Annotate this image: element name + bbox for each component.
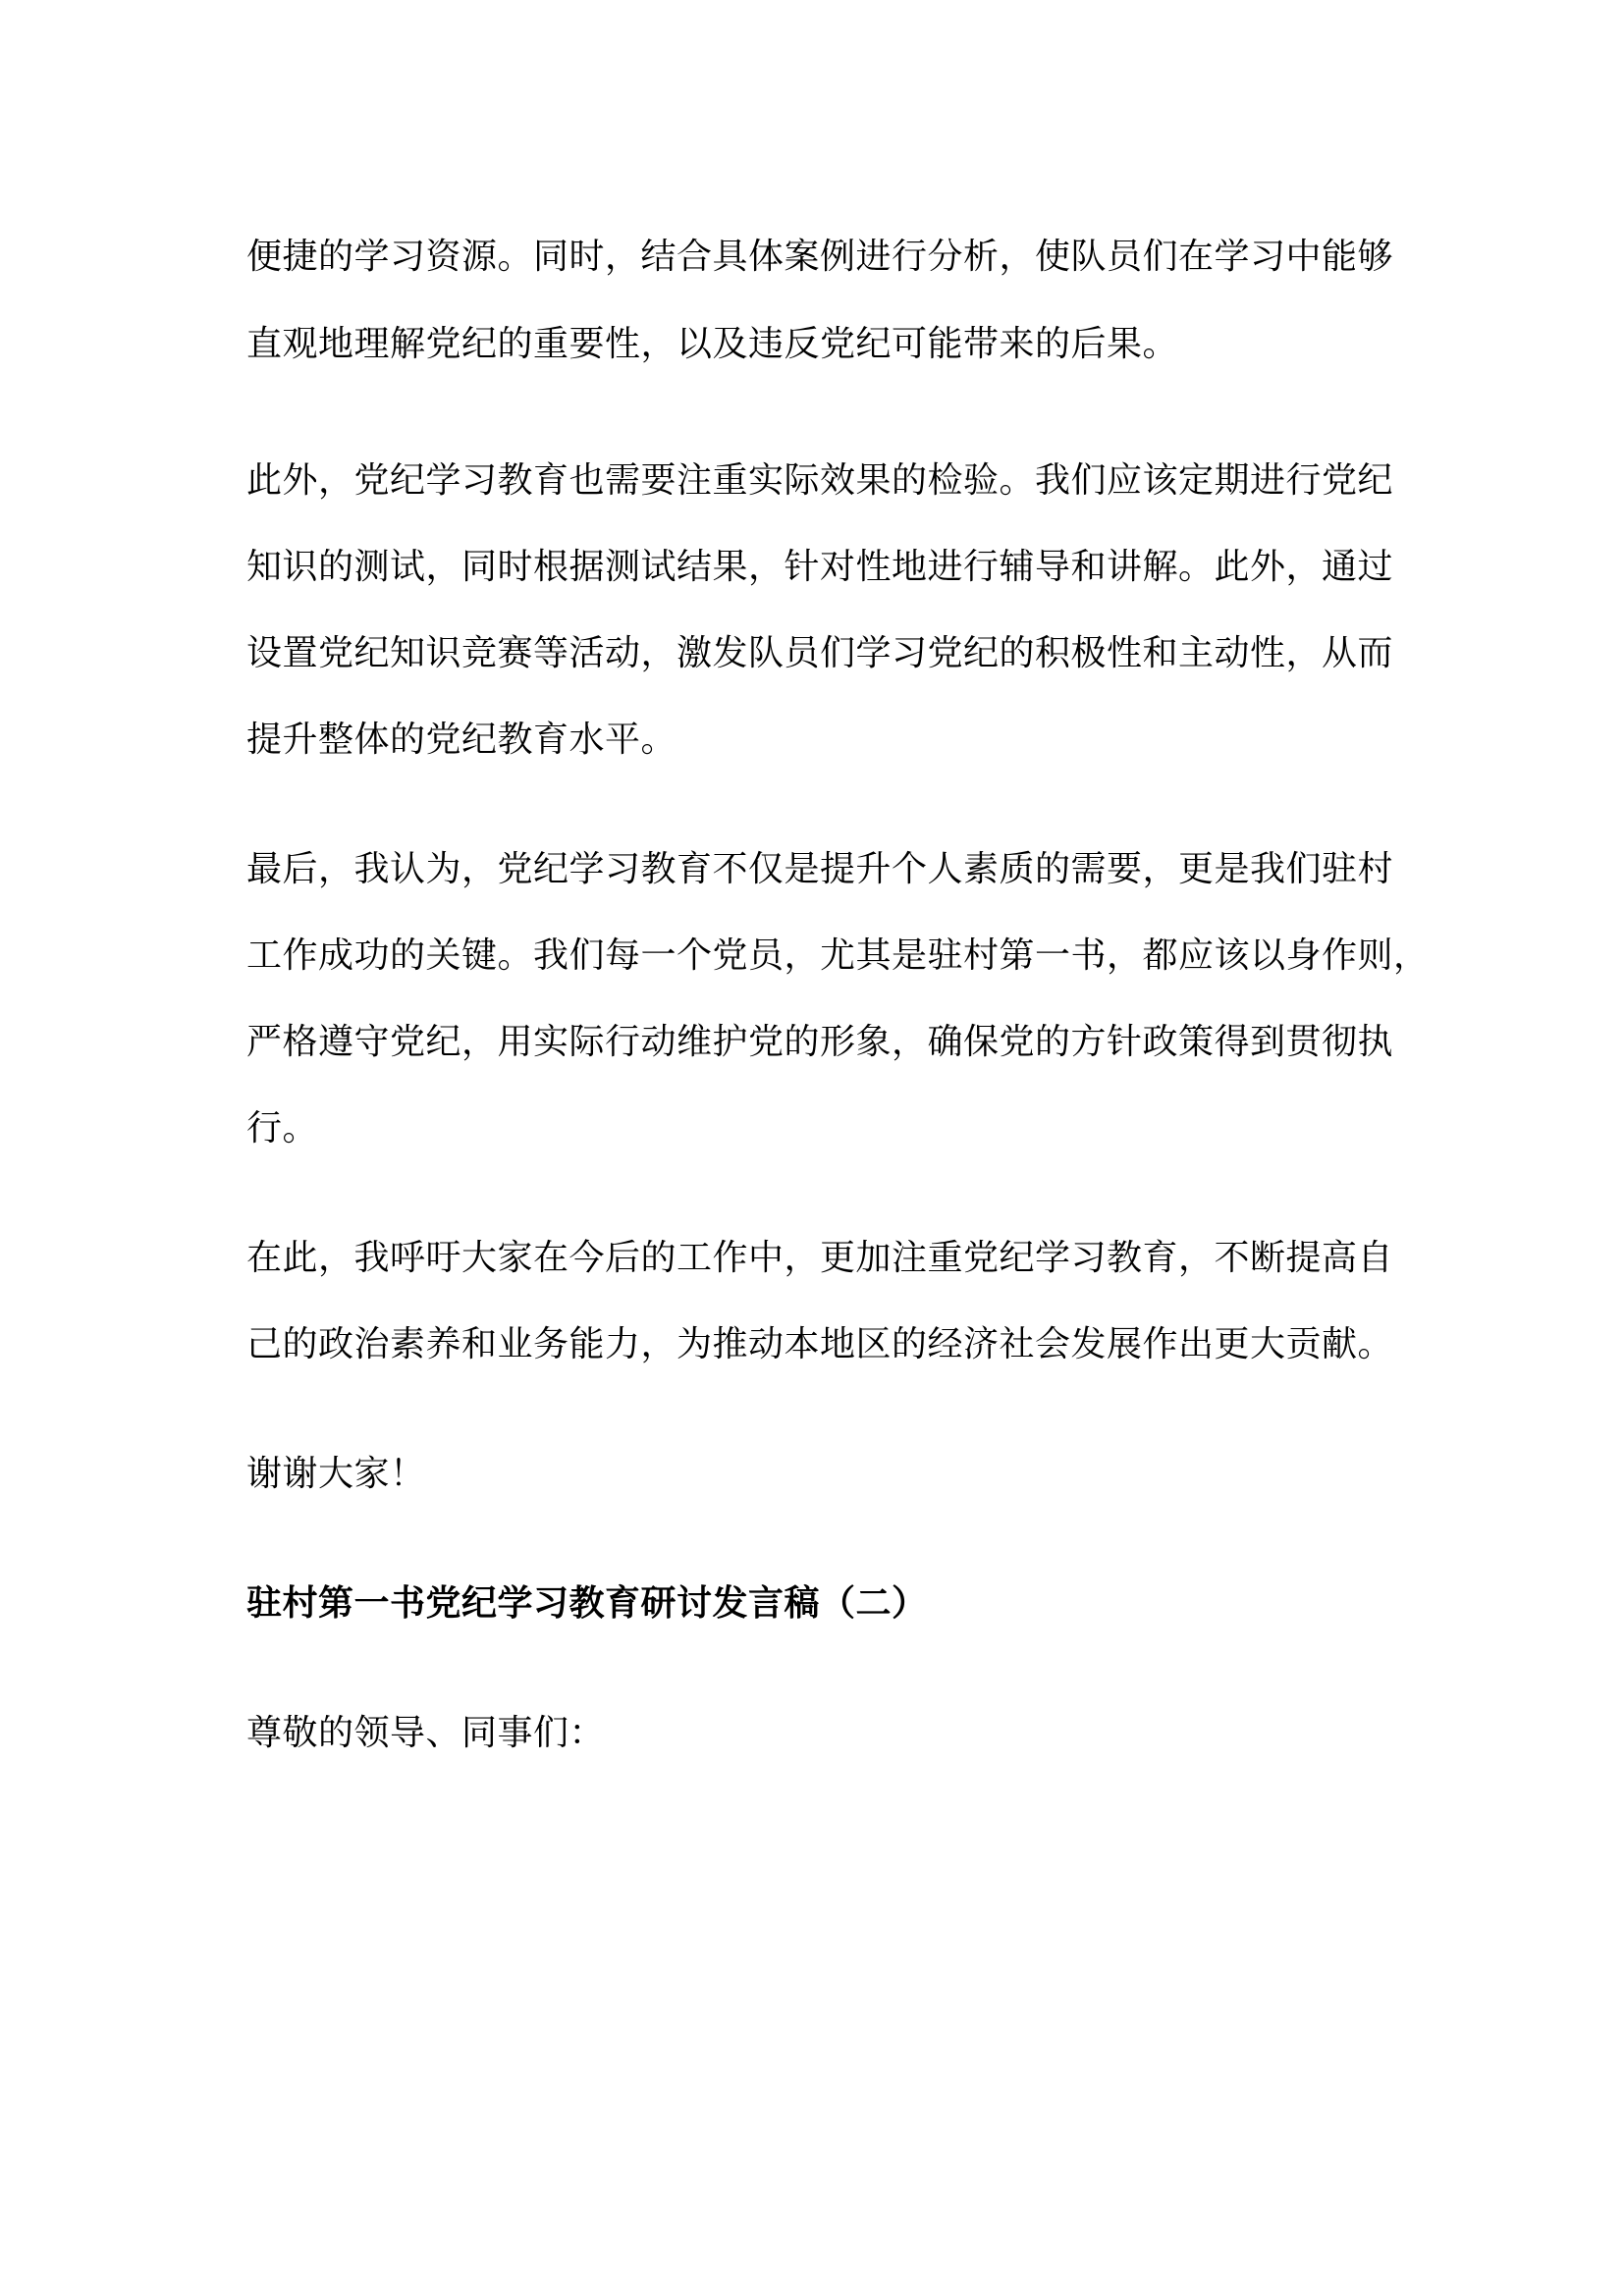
paragraph-4-line-1: 在此，我呼吁大家在今后的工作中，更加注重党纪学习教育，不断提高自: [246, 1238, 1394, 1278]
paragraph-4-line-2: 己的政治素养和业务能力，为推动本地区的经济社会发展作出更大贡献。: [246, 1324, 1394, 1364]
paragraph-1-line-1: 便捷的学习资源。同时，结合具体案例进行分析，使队员们在学习中能够: [246, 237, 1394, 277]
paragraph-1-line-2: 直观地理解党纪的重要性，以及违反党纪可能带来的后果。: [246, 324, 1179, 364]
paragraph-3-line-1: 最后，我认为，党纪学习教育不仅是提升个人素质的需要，更是我们驻村: [246, 849, 1394, 889]
paragraph-5-line-1: 谢谢大家！: [246, 1454, 426, 1494]
section-heading: 驻村第一书党纪学习教育研讨发言稿（二）: [246, 1583, 928, 1624]
paragraph-3-line-3: 严格遵守党纪，用实际行动维护党的形象，确保党的方针政策得到贯彻执: [246, 1022, 1394, 1062]
paragraph-2-line-2: 知识的测试，同时根据测试结果，针对性地进行辅导和讲解。此外，通过: [246, 547, 1394, 587]
paragraph-2-line-3: 设置党纪知识竞赛等活动，激发队员们学习党纪的积极性和主动性，从而: [246, 633, 1394, 673]
paragraph-3-line-4: 行。: [246, 1108, 319, 1148]
paragraph-2-line-1: 此外，党纪学习教育也需要注重实际效果的检验。我们应该定期进行党纪: [246, 460, 1394, 501]
paragraph-3-line-2: 工作成功的关键。我们每一个党员，尤其是驻村第一书，都应该以身作则，: [246, 935, 1430, 976]
paragraph-2-line-4: 提升整体的党纪教育水平。: [246, 720, 677, 760]
salutation: 尊敬的领导、同事们：: [246, 1713, 606, 1753]
